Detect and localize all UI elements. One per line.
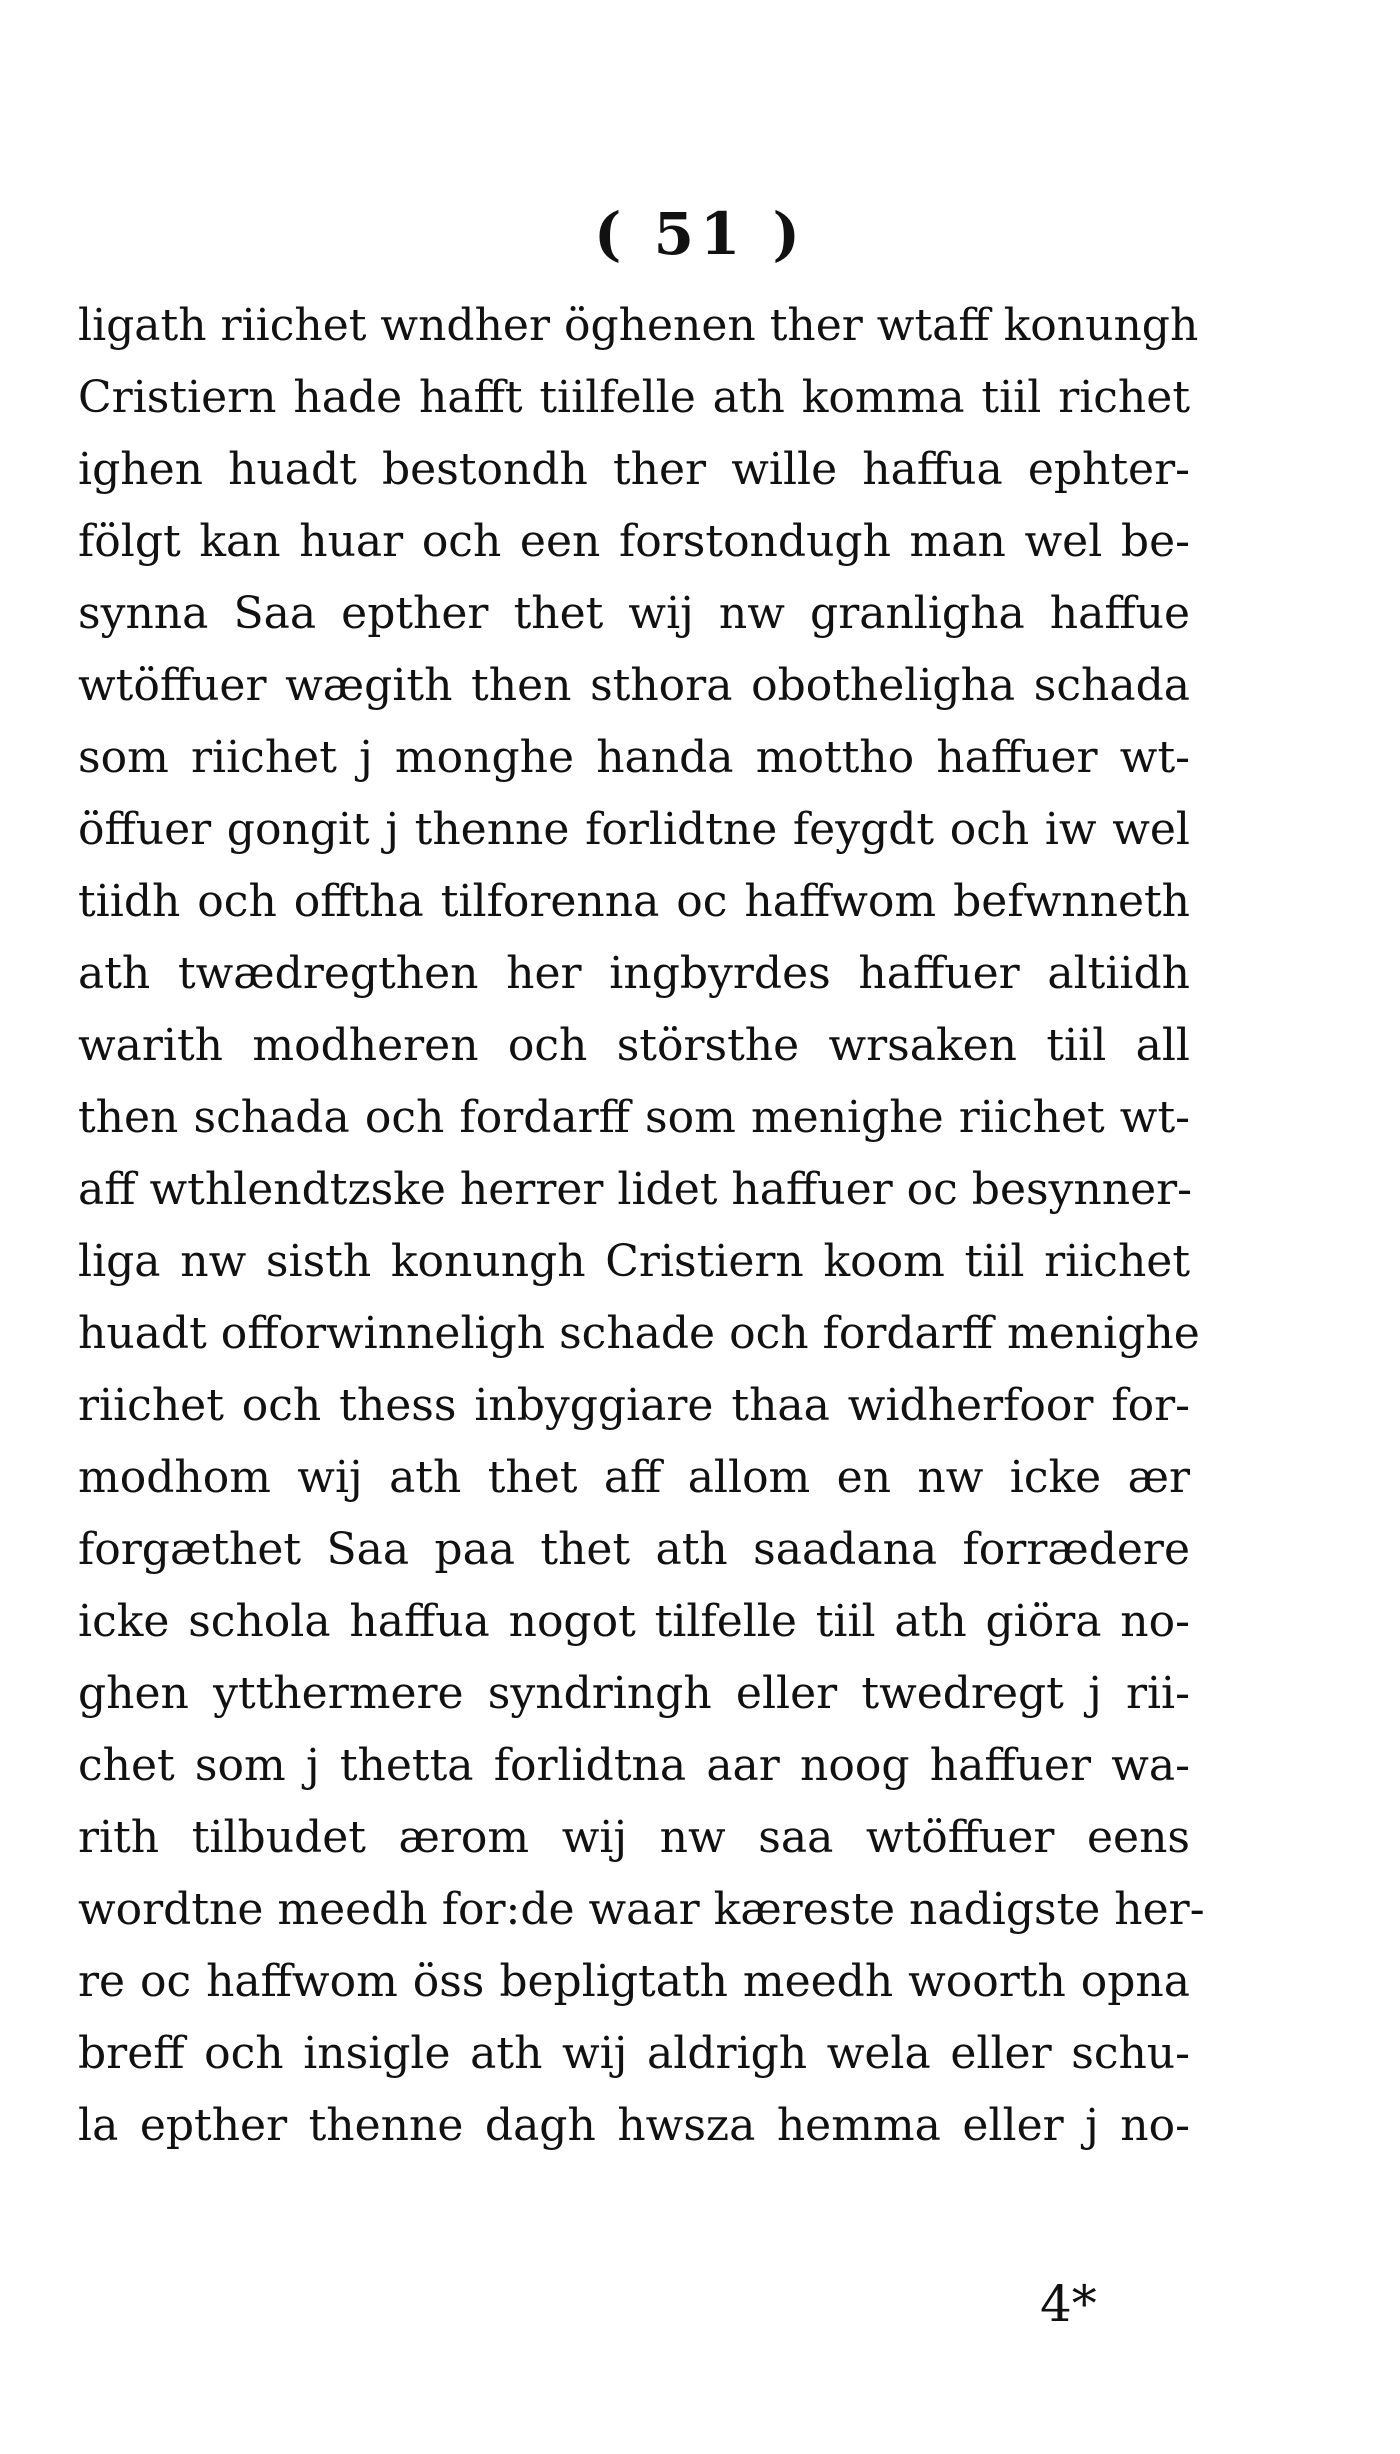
text-line: ligath riichet wndher öghenen ther wtaff konungh bbox=[78, 300, 1199, 351]
text-line: wtöffuer wægith then sthora obotheligha schada bbox=[78, 660, 1190, 711]
signature-mark: 4* bbox=[1040, 2275, 1097, 2333]
text-line: riichet och thess inbyggiare thaa widherfoor for- bbox=[78, 1380, 1190, 1431]
text-line: liga nw sisth konungh Cristiern koom tiil riichet bbox=[78, 1236, 1190, 1287]
text-line: ath twædregthen her ingbyrdes haffuer altiidh bbox=[78, 948, 1190, 999]
text-line: ghen ytthermere syndringh eller twedregt j rii- bbox=[78, 1668, 1190, 1719]
text-line: synna Saa epther thet wij nw granligha haffue bbox=[78, 588, 1190, 639]
page-number: ( 51 ) bbox=[594, 200, 806, 268]
text-line: re oc haffwom öss bepligtath meedh woorth opna bbox=[78, 1956, 1190, 2007]
text-line: Cristiern hade hafft tiilfelle ath komma tiil richet bbox=[78, 372, 1190, 423]
text-line: breff och insigle ath wij aldrigh wela eller schu- bbox=[78, 2028, 1190, 2079]
text-line: la epther thenne dagh hwsza hemma eller j no- bbox=[78, 2100, 1190, 2151]
text-line: then schada och fordarff som menighe riichet wt- bbox=[78, 1092, 1190, 1143]
text-line: wordtne meedh for:de waar kæreste nadigste her- bbox=[78, 1884, 1205, 1935]
text-line: fölgt kan huar och een forstondugh man wel be- bbox=[78, 516, 1190, 567]
text-line: ighen huadt bestondh ther wille haffua ephter- bbox=[78, 444, 1190, 495]
text-line: aff wthlendtzske herrer lidet haffuer oc besynner- bbox=[78, 1164, 1193, 1215]
body-text bbox=[78, 290, 1205, 2162]
text-line: öffuer gongit j thenne forlidtne feygdt och iw wel bbox=[78, 804, 1190, 855]
text-line: huadt offorwinneligh schade och fordarff menighe bbox=[78, 1308, 1200, 1359]
text-line: som riichet j monghe handa mottho haffuer wt- bbox=[78, 732, 1190, 783]
text-line: chet som j thetta forlidtna aar noog haffuer wa- bbox=[78, 1740, 1190, 1791]
text-line: tiidh och offtha tilforenna oc haffwom befwnneth bbox=[78, 876, 1190, 927]
text-line: warith modheren och störsthe wrsaken tiil all bbox=[78, 1020, 1190, 1071]
text-line: icke schola haffua nogot tilfelle tiil ath giöra no- bbox=[78, 1596, 1190, 1647]
text-line: rith tilbudet ærom wij nw saa wtöffuer eens bbox=[78, 1812, 1190, 1863]
text-line: modhom wij ath thet aff allom en nw icke ær bbox=[78, 1452, 1190, 1503]
text-line: forgæthet Saa paa thet ath saadana forrædere bbox=[78, 1524, 1190, 1575]
